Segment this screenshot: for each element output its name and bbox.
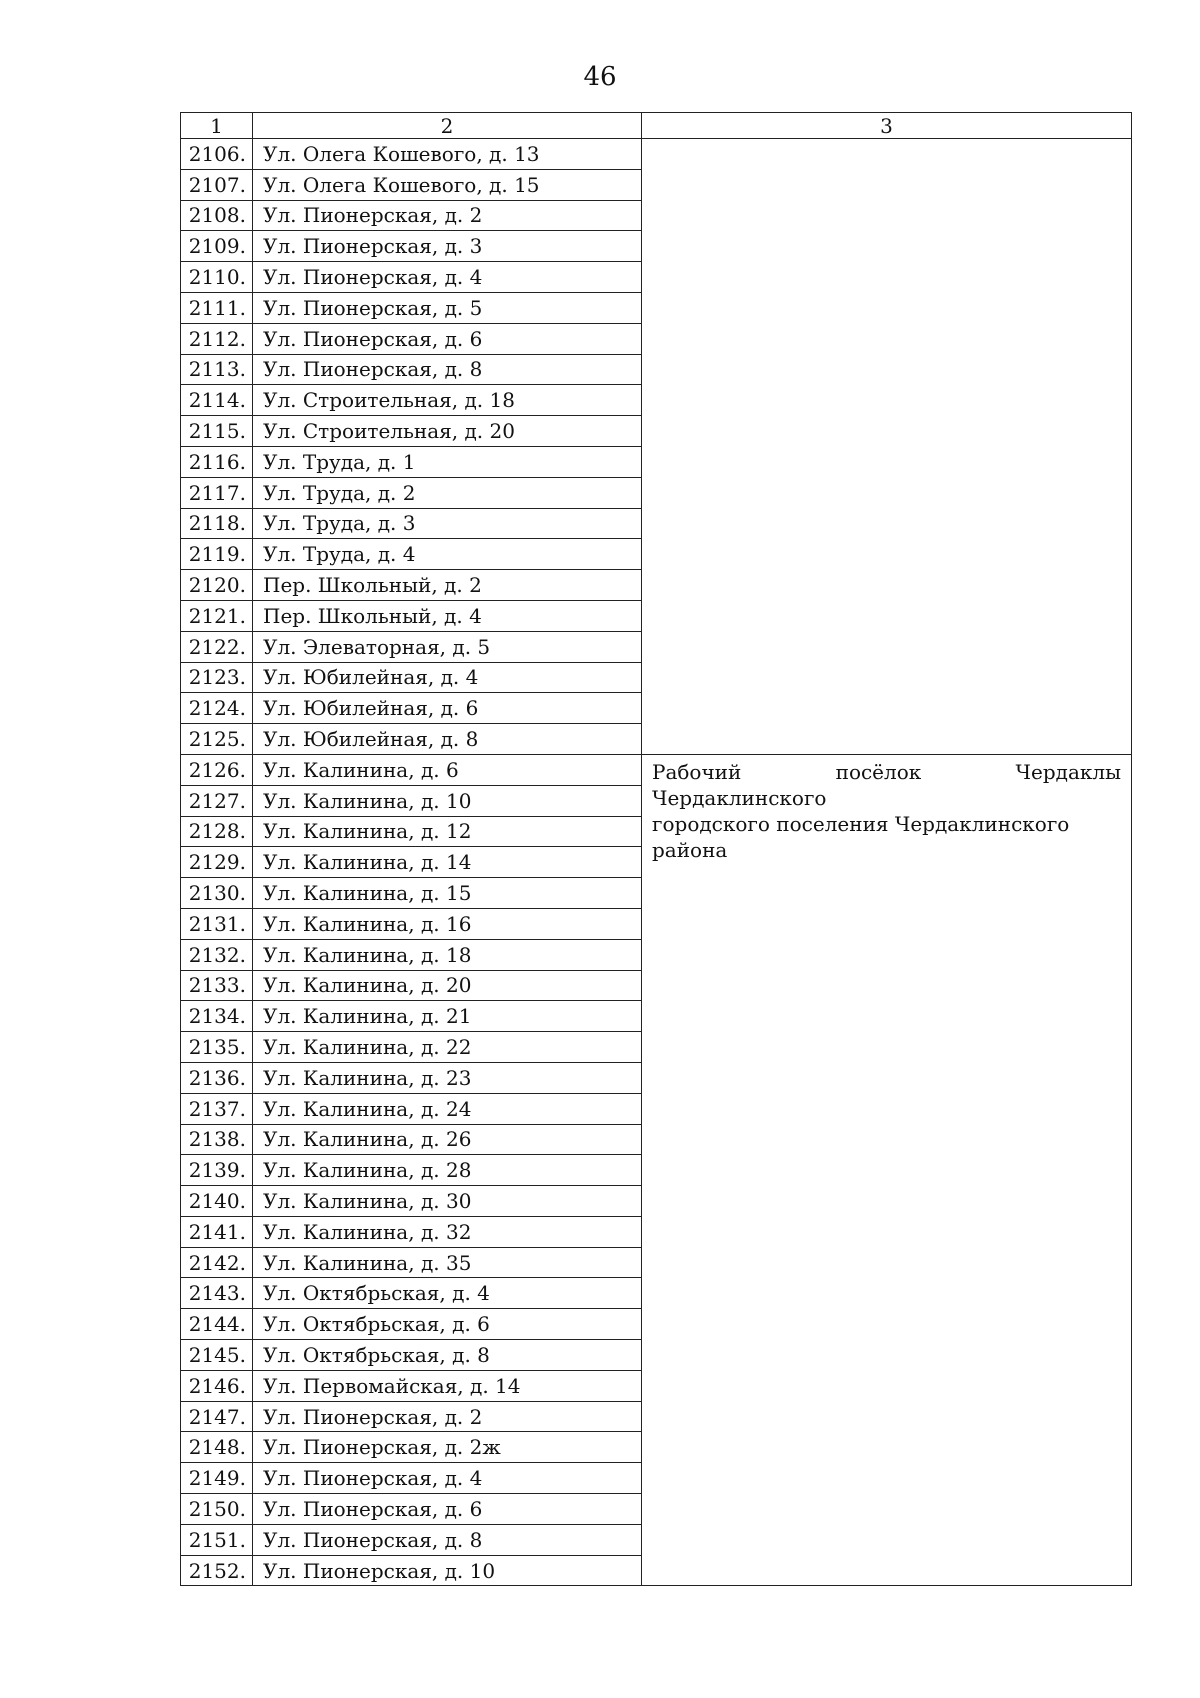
row-address: Ул. Калинина, д. 12: [253, 816, 642, 847]
row-address: Ул. Калинина, д. 23: [253, 1062, 642, 1093]
row-address: Ул. Октябрьская, д. 8: [253, 1340, 642, 1371]
row-number: 2145.: [181, 1340, 253, 1371]
row-number: 2134.: [181, 1001, 253, 1032]
row-number: 2138.: [181, 1124, 253, 1155]
row-address: Ул. Пионерская, д. 8: [253, 354, 642, 385]
row-address: Ул. Калинина, д. 24: [253, 1093, 642, 1124]
row-number: 2120.: [181, 570, 253, 601]
row-address: Ул. Юбилейная, д. 4: [253, 662, 642, 693]
row-address: Ул. Элеваторная, д. 5: [253, 631, 642, 662]
row-number: 2131.: [181, 908, 253, 939]
table-row: [181, 754, 1132, 785]
row-address: Ул. Калинина, д. 26: [253, 1124, 642, 1155]
row-number: 2139.: [181, 1155, 253, 1186]
row-number: 2124.: [181, 693, 253, 724]
row-address: Ул. Пионерская, д. 6: [253, 1494, 642, 1525]
row-address: Ул. Пионерская, д. 2ж: [253, 1432, 642, 1463]
row-address: Ул. Калинина, д. 16: [253, 908, 642, 939]
row-address: Ул. Юбилейная, д. 6: [253, 693, 642, 724]
row-number: 2130.: [181, 878, 253, 909]
row-number: 2127.: [181, 785, 253, 816]
row-number: 2136.: [181, 1062, 253, 1093]
row-address: Ул. Юбилейная, д. 8: [253, 724, 642, 755]
row-number: 2142.: [181, 1247, 253, 1278]
row-address: Ул. Калинина, д. 22: [253, 1032, 642, 1063]
row-number: 2111.: [181, 292, 253, 323]
row-number: 2123.: [181, 662, 253, 693]
row-number: 2117.: [181, 477, 253, 508]
locality-text-line: Рабочий посёлок Чердаклы Чердаклинского: [652, 759, 1121, 810]
row-number: 2143.: [181, 1278, 253, 1309]
row-address: Ул. Калинина, д. 28: [253, 1155, 642, 1186]
column-header-3: 3: [642, 113, 1132, 139]
row-number: 2150.: [181, 1494, 253, 1525]
row-number: 2107.: [181, 169, 253, 200]
row-address: Ул. Пионерская, д. 10: [253, 1555, 642, 1586]
row-address: Пер. Школьный, д. 4: [253, 600, 642, 631]
row-address: Ул. Октябрьская, д. 6: [253, 1309, 642, 1340]
row-address: Ул. Калинина, д. 20: [253, 970, 642, 1001]
row-address: Ул. Калинина, д. 10: [253, 785, 642, 816]
row-number: 2112.: [181, 323, 253, 354]
row-address: Ул. Пионерская, д. 3: [253, 231, 642, 262]
row-number: 2135.: [181, 1032, 253, 1063]
locality-cell: [642, 754, 1132, 1586]
column-header-1: 1: [181, 113, 253, 139]
locality-cell: [642, 139, 1132, 755]
table-row: [181, 139, 1132, 170]
row-address: Ул. Строительная, д. 20: [253, 416, 642, 447]
row-number: 2122.: [181, 631, 253, 662]
row-number: 2115.: [181, 416, 253, 447]
row-address: Ул. Калинина, д. 15: [253, 878, 642, 909]
row-address: Ул. Пионерская, д. 8: [253, 1524, 642, 1555]
row-address: Ул. Октябрьская, д. 4: [253, 1278, 642, 1309]
row-address: Ул. Пионерская, д. 2: [253, 1401, 642, 1432]
row-number: 2113.: [181, 354, 253, 385]
row-number: 2121.: [181, 600, 253, 631]
row-number: 2133.: [181, 970, 253, 1001]
row-number: 2126.: [181, 754, 253, 785]
row-number: 2148.: [181, 1432, 253, 1463]
row-number: 2132.: [181, 939, 253, 970]
row-address: Ул. Калинина, д. 14: [253, 847, 642, 878]
row-number: 2152.: [181, 1555, 253, 1586]
row-number: 2106.: [181, 139, 253, 170]
row-address: Ул. Труда, д. 2: [253, 477, 642, 508]
row-address: Ул. Пионерская, д. 4: [253, 1463, 642, 1494]
table-body: [181, 139, 1132, 1586]
row-number: 2147.: [181, 1401, 253, 1432]
column-header-2: 2: [253, 113, 642, 139]
row-address: Ул. Труда, д. 3: [253, 508, 642, 539]
row-address: Ул. Калинина, д. 18: [253, 939, 642, 970]
row-number: 2110.: [181, 262, 253, 293]
row-number: 2129.: [181, 847, 253, 878]
row-address: Ул. Пионерская, д. 4: [253, 262, 642, 293]
row-number: 2119.: [181, 539, 253, 570]
row-address: Ул. Калинина, д. 6: [253, 754, 642, 785]
row-address: Ул. Калинина, д. 35: [253, 1247, 642, 1278]
page-number: 46: [583, 62, 617, 92]
column-number-row: [181, 113, 1132, 139]
row-number: 2141.: [181, 1216, 253, 1247]
row-number: 2149.: [181, 1463, 253, 1494]
row-address: Пер. Школьный, д. 2: [253, 570, 642, 601]
row-address: Ул. Калинина, д. 32: [253, 1216, 642, 1247]
row-number: 2137.: [181, 1093, 253, 1124]
address-table: [180, 112, 1132, 1586]
row-address: Ул. Пионерская, д. 5: [253, 292, 642, 323]
row-number: 2109.: [181, 231, 253, 262]
locality-text-line: городского поселения Чердаклинского района: [652, 811, 1070, 862]
row-address: Ул. Олега Кошевого, д. 13: [253, 139, 642, 170]
row-address: Ул. Олега Кошевого, д. 15: [253, 169, 642, 200]
row-number: 2108.: [181, 200, 253, 231]
row-address: Ул. Пионерская, д. 6: [253, 323, 642, 354]
row-address: Ул. Труда, д. 4: [253, 539, 642, 570]
row-number: 2151.: [181, 1524, 253, 1555]
row-number: 2114.: [181, 385, 253, 416]
row-address: Ул. Калинина, д. 21: [253, 1001, 642, 1032]
row-address: Ул. Первомайская, д. 14: [253, 1370, 642, 1401]
row-number: 2128.: [181, 816, 253, 847]
row-number: 2116.: [181, 446, 253, 477]
row-address: Ул. Калинина, д. 30: [253, 1186, 642, 1217]
row-address: Ул. Пионерская, д. 2: [253, 200, 642, 231]
row-number: 2144.: [181, 1309, 253, 1340]
row-number: 2140.: [181, 1186, 253, 1217]
row-address: Ул. Строительная, д. 18: [253, 385, 642, 416]
row-number: 2118.: [181, 508, 253, 539]
row-number: 2125.: [181, 724, 253, 755]
row-address: Ул. Труда, д. 1: [253, 446, 642, 477]
row-number: 2146.: [181, 1370, 253, 1401]
